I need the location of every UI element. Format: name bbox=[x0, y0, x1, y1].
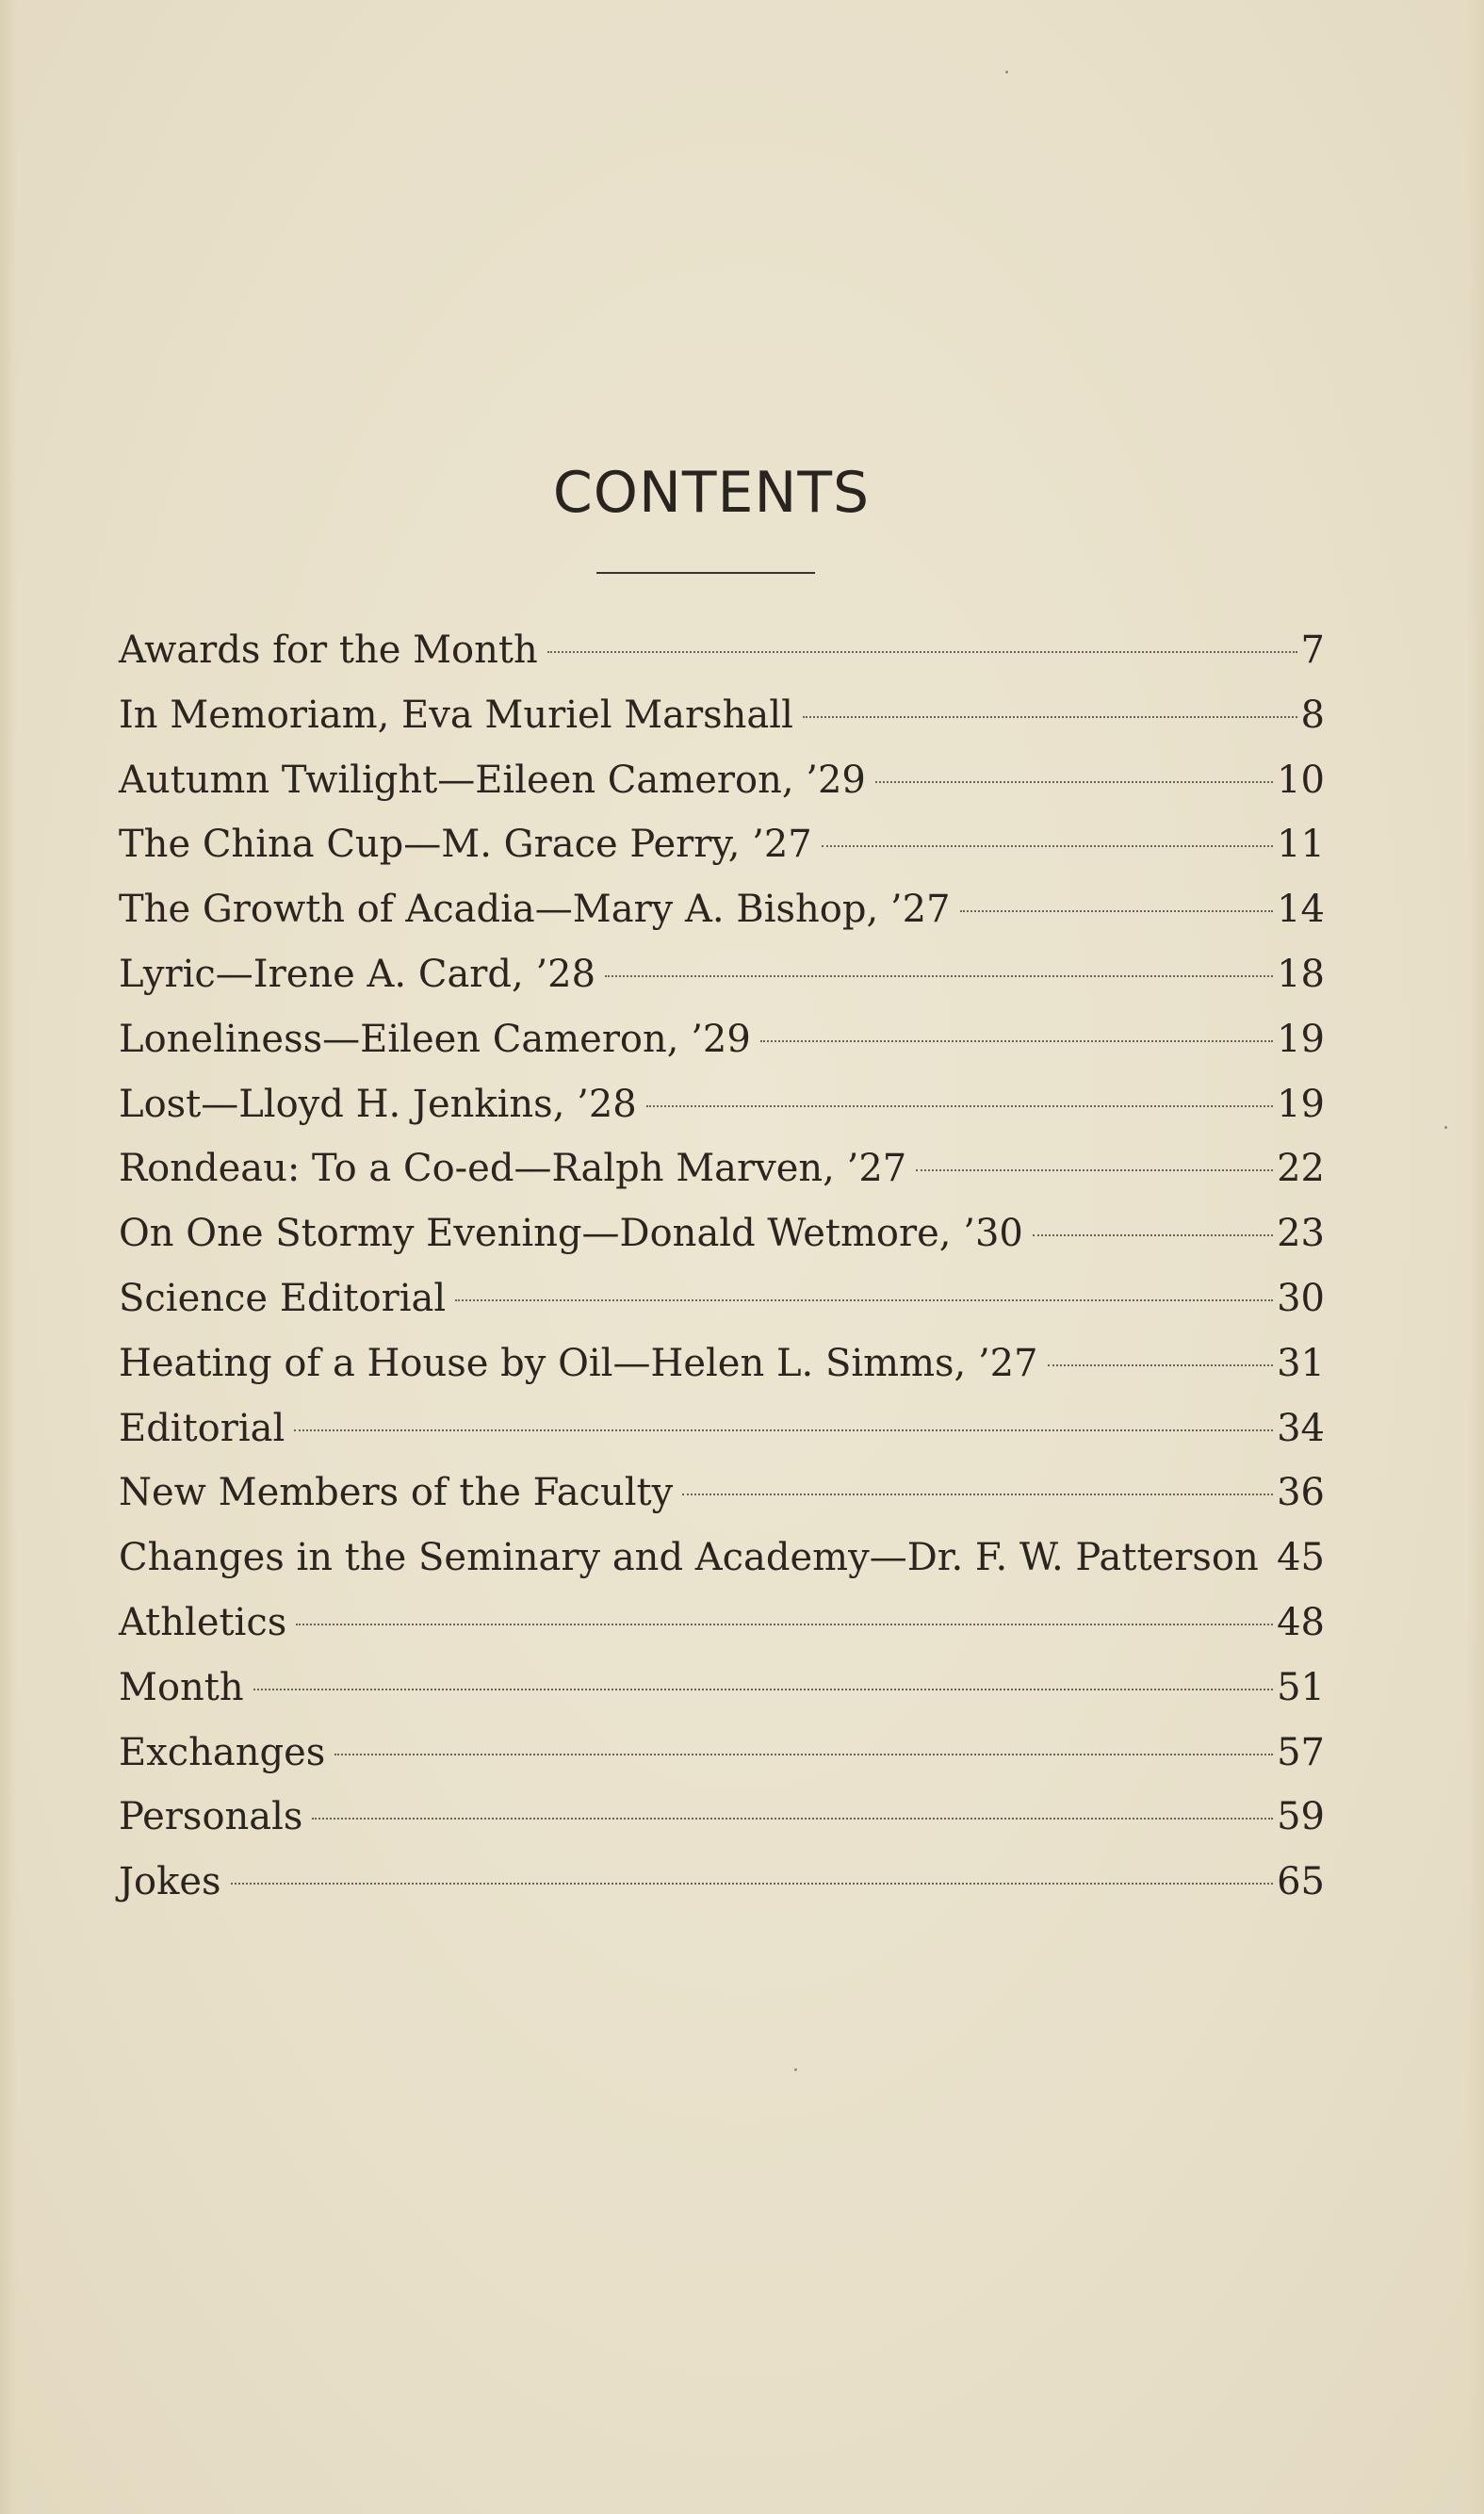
toc-dot-leader bbox=[1033, 1234, 1273, 1236]
toc-entry-title: Lyric—Irene A. Card, ’28 bbox=[119, 952, 596, 996]
toc-dot-leader bbox=[1048, 1364, 1274, 1366]
toc-entry bbox=[119, 1721, 1325, 1786]
toc-entry-page: 10 bbox=[1277, 758, 1325, 802]
toc-entry bbox=[119, 1136, 1325, 1201]
toc-entry-page: 19 bbox=[1277, 1017, 1325, 1061]
toc-dot-leader bbox=[760, 1040, 1273, 1042]
paper-speck bbox=[1005, 71, 1008, 73]
toc-entry-title: In Memoriam, Eva Muriel Marshall bbox=[119, 693, 793, 737]
toc-dot-leader bbox=[253, 1689, 1273, 1690]
toc-entry-title: Personals bbox=[119, 1795, 303, 1839]
toc-entry-title: Lost—Lloyd H. Jenkins, ’28 bbox=[119, 1082, 637, 1126]
toc-entry-page: 18 bbox=[1277, 952, 1325, 996]
table-of-contents bbox=[119, 618, 1325, 1915]
toc-entry bbox=[119, 1461, 1325, 1526]
toc-entry-page: 65 bbox=[1277, 1860, 1325, 1904]
toc-entry-page: 14 bbox=[1277, 888, 1325, 932]
toc-entry bbox=[119, 1331, 1325, 1396]
page-left-edge bbox=[0, 0, 17, 2514]
toc-entry-page: 22 bbox=[1277, 1147, 1325, 1191]
toc-dot-leader bbox=[875, 781, 1273, 783]
toc-entry-page: 51 bbox=[1277, 1665, 1325, 1709]
toc-entry-title: Changes in the Seminary and Academy—Dr. F. W. Patterson bbox=[119, 1536, 1259, 1580]
toc-entry-title: Editorial bbox=[119, 1406, 285, 1450]
toc-entry-title: Science Editorial bbox=[119, 1276, 447, 1320]
toc-entry-title: Loneliness—Eileen Cameron, ’29 bbox=[119, 1017, 751, 1061]
toc-dot-leader bbox=[294, 1429, 1273, 1431]
toc-dot-leader bbox=[547, 651, 1297, 653]
toc-entry-page: 8 bbox=[1300, 693, 1325, 737]
paper-speck bbox=[794, 2068, 797, 2071]
toc-entry-title: Athletics bbox=[119, 1600, 287, 1644]
toc-dot-leader bbox=[605, 975, 1273, 977]
toc-entry-title: Awards for the Month bbox=[119, 628, 538, 672]
toc-entry bbox=[119, 1072, 1325, 1137]
toc-dot-leader bbox=[960, 910, 1274, 912]
toc-entry-title: Month bbox=[119, 1665, 244, 1709]
toc-entry-page: 7 bbox=[1300, 628, 1325, 672]
toc-dot-leader bbox=[822, 845, 1273, 847]
toc-entry-page: 30 bbox=[1277, 1276, 1325, 1320]
toc-entry bbox=[119, 877, 1325, 942]
page-right-edge bbox=[1467, 0, 1484, 2514]
toc-dot-leader bbox=[296, 1624, 1273, 1625]
toc-entry-page: 59 bbox=[1277, 1795, 1325, 1839]
toc-dot-leader bbox=[682, 1494, 1273, 1495]
toc-entry-title: Heating of a House by Oil—Helen L. Simms, ’27 bbox=[119, 1341, 1038, 1385]
toc-dot-leader bbox=[646, 1105, 1273, 1107]
toc-entry bbox=[119, 618, 1325, 683]
toc-entry-page: 11 bbox=[1277, 823, 1325, 867]
toc-entry-page: 45 bbox=[1277, 1536, 1325, 1580]
toc-entry bbox=[119, 1850, 1325, 1915]
toc-dot-leader bbox=[312, 1818, 1273, 1820]
toc-entry bbox=[119, 1526, 1325, 1591]
toc-entry-page: 36 bbox=[1277, 1471, 1325, 1515]
toc-entry-page: 31 bbox=[1277, 1341, 1325, 1385]
toc-entry-title: The China Cup—M. Grace Perry, ’27 bbox=[119, 823, 812, 867]
toc-entry-title: Autumn Twilight—Eileen Cameron, ’29 bbox=[119, 758, 866, 802]
toc-entry bbox=[119, 1591, 1325, 1656]
toc-dot-leader bbox=[803, 716, 1297, 718]
toc-entry-title: The Growth of Acadia—Mary A. Bishop, ’27 bbox=[119, 888, 951, 932]
toc-entry-page: 23 bbox=[1277, 1212, 1325, 1256]
toc-dot-leader bbox=[455, 1299, 1273, 1301]
toc-dot-leader bbox=[231, 1883, 1274, 1885]
toc-entry-title: Exchanges bbox=[119, 1730, 326, 1774]
toc-entry-title: New Members of the Faculty bbox=[119, 1471, 674, 1515]
toc-entry-page: 19 bbox=[1277, 1082, 1325, 1126]
toc-entry bbox=[119, 1785, 1325, 1850]
toc-entry-title: Rondeau: To a Co-ed—Ralph Marven, ’27 bbox=[119, 1147, 907, 1191]
toc-entry bbox=[119, 1656, 1325, 1721]
toc-entry-page: 48 bbox=[1277, 1600, 1325, 1644]
toc-entry-title: On One Stormy Evening—Donald Wetmore, ’30 bbox=[119, 1212, 1023, 1256]
toc-entry bbox=[119, 748, 1325, 813]
toc-entry bbox=[119, 1396, 1325, 1461]
toc-entry bbox=[119, 1266, 1325, 1331]
toc-entry-title: Jokes bbox=[119, 1860, 221, 1904]
page-title: CONTENTS bbox=[552, 460, 871, 526]
toc-entry bbox=[119, 1007, 1325, 1072]
toc-entry bbox=[119, 942, 1325, 1007]
toc-entry-page: 57 bbox=[1277, 1730, 1325, 1774]
toc-entry-page: 34 bbox=[1277, 1406, 1325, 1450]
paper-speck bbox=[1444, 1126, 1447, 1129]
toc-dot-leader bbox=[334, 1754, 1273, 1755]
toc-entry bbox=[119, 812, 1325, 877]
toc-dot-leader bbox=[916, 1169, 1273, 1171]
toc-entry bbox=[119, 1201, 1325, 1266]
title-divider bbox=[596, 572, 815, 574]
toc-entry bbox=[119, 683, 1325, 748]
